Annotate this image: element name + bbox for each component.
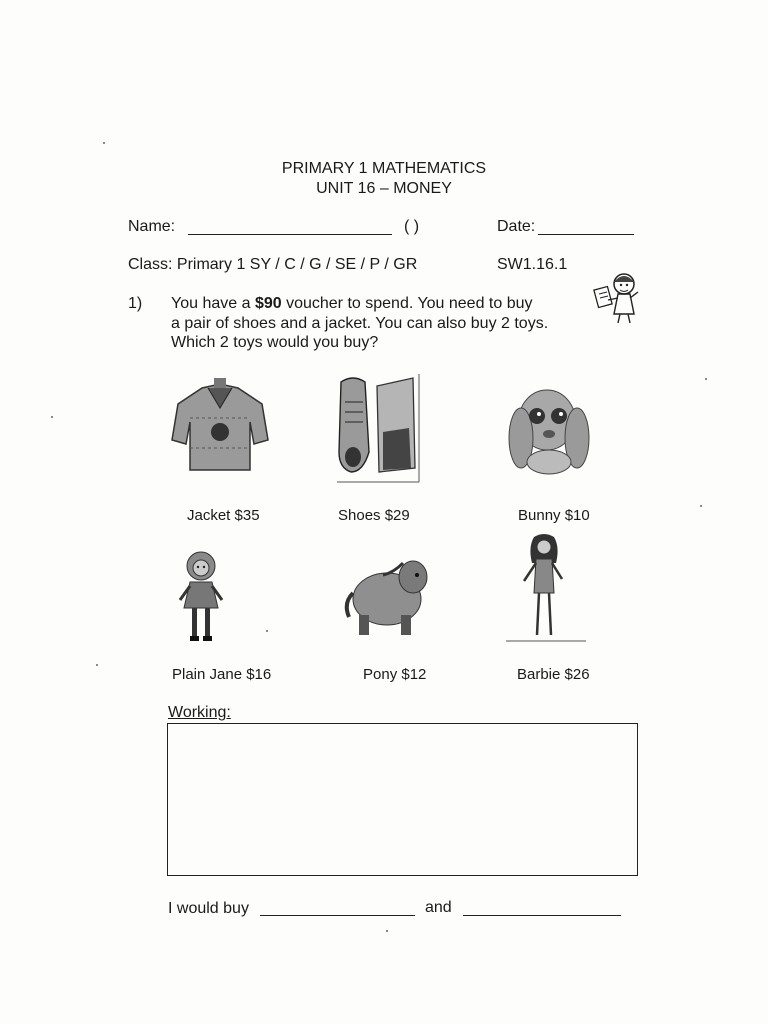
scan-speck (705, 378, 707, 380)
pony-image (343, 553, 435, 639)
doll-image (176, 550, 226, 646)
scan-speck (700, 505, 702, 507)
item-price-label: Shoes $29 (338, 507, 410, 524)
item-price-label: Bunny $10 (518, 507, 590, 524)
item-price-label: Plain Jane $16 (172, 666, 272, 683)
register-number-paren: ( ) (404, 218, 420, 235)
date-field[interactable] (538, 234, 634, 235)
scan-speck (103, 142, 105, 144)
mascot-clipart-icon (592, 270, 642, 325)
scan-speck (96, 664, 98, 666)
question-line-2: a pair of shoes and a jacket. You can also buy 2 toys. (171, 315, 549, 332)
barbie-image (504, 533, 590, 645)
scan-speck (386, 930, 388, 932)
scan-speck (266, 630, 268, 632)
class-label: Class: Primary 1 SY / C / G / SE / P / GR (128, 256, 418, 273)
answer-field-1[interactable] (260, 915, 415, 916)
item-price-label: Pony $12 (363, 666, 427, 683)
worksheet-title: PRIMARY 1 MATHEMATICS (281, 160, 487, 177)
scan-speck (51, 416, 53, 418)
item-price-label: Jacket $35 (187, 507, 260, 524)
answer-field-2[interactable] (463, 915, 621, 916)
bunny-image (507, 378, 591, 478)
answer-conjunction: and (425, 899, 452, 916)
name-label: Name: (128, 218, 176, 235)
working-label: Working: (168, 704, 231, 721)
worksheet-code: SW1.16.1 (497, 256, 568, 273)
question-line-1 (171, 295, 533, 313)
answer-prefix: I would buy (168, 900, 249, 917)
working-area[interactable] (167, 723, 638, 876)
question-line-3: Which 2 toys would you buy? (171, 334, 379, 351)
date-label: Date: (497, 218, 536, 235)
jacket-image (168, 378, 272, 478)
item-price-label: Barbie $26 (517, 666, 590, 683)
voucher-amount: $90 (254, 295, 282, 312)
name-field[interactable] (188, 234, 392, 235)
question-line-1-post: voucher to spend. You need to buy (281, 295, 533, 312)
unit-title: UNIT 16 – MONEY (316, 180, 452, 197)
shoes-image (333, 372, 425, 486)
question-number: 1) (128, 295, 143, 312)
question-line-1-pre: You have a (171, 295, 255, 312)
